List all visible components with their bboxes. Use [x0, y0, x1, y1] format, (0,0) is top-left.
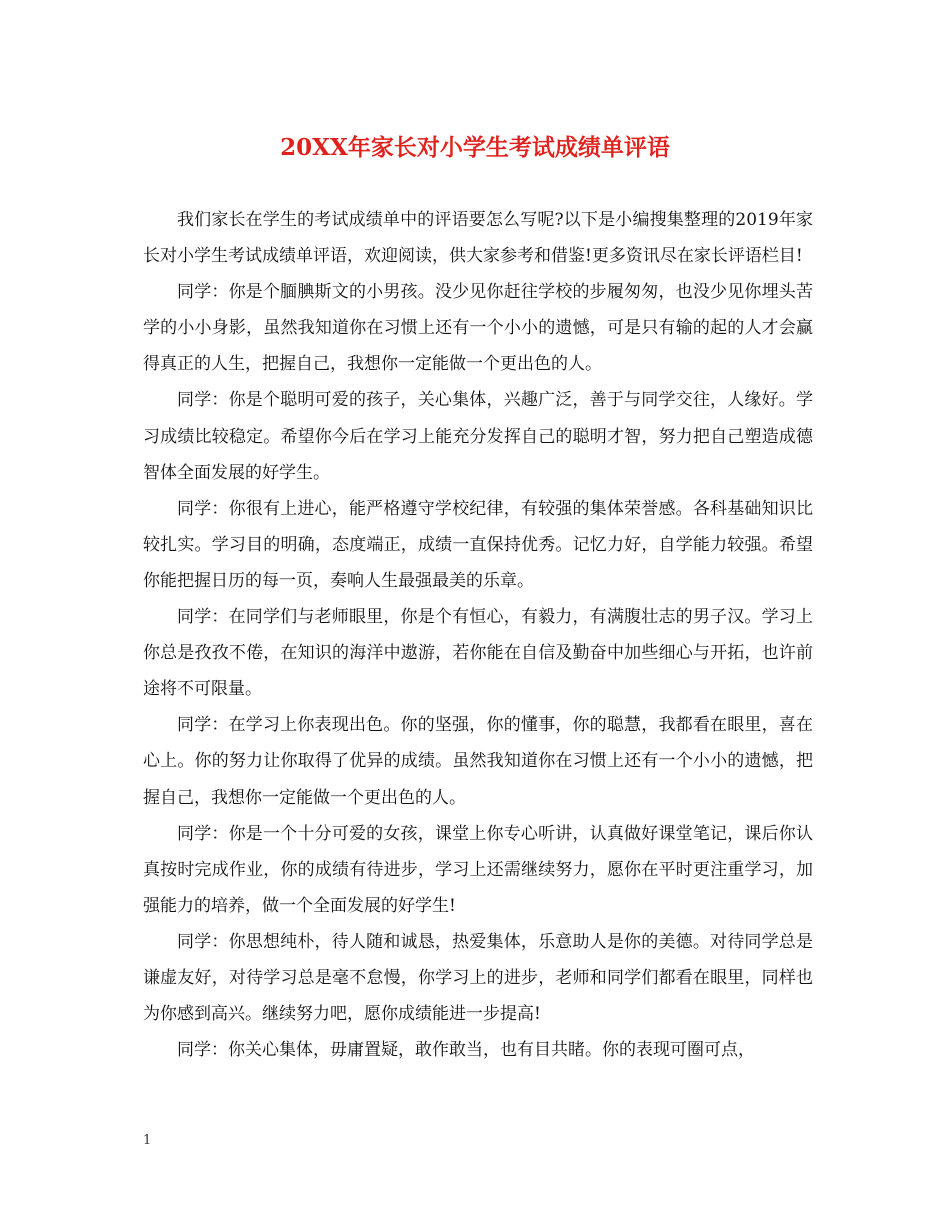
- paragraph-comment-5: 同学：在学习上你表现出色。你的坚强，你的懂事，你的聪慧，我都看在眼里，喜在心上。你的努力让你取得了优异的成绩。虽然我知道你在习惯上还有一个小小的遗憾，把握自己，我想你一定能做一个更出色的人。: [143, 715, 813, 808]
- document-body: [143, 202, 813, 1068]
- paragraph-comment-2: 同学：你是个聪明可爱的孩子，关心集体，兴趣广泛，善于与同学交往，人缘好。学习成绩比较稳定。希望你今后在学习上能充分发挥自己的聪明才智，努力把自己塑造成德智体全面发展的好学生。: [143, 390, 813, 483]
- paragraph-comment-8: 同学：你关心集体，毋庸置疑，敢作敢当，也有目共睹。你的表现可圈可点，: [177, 1040, 755, 1061]
- paragraph-comment-3: 同学：你很有上进心，能严格遵守学校纪律，有较强的集体荣誉感。各科基础知识比较扎实。学习目的明确，态度端正，成绩一直保持优秀。记忆力好，自学能力较强。希望你能把握日历的每一页，奏响人生最强最美的乐章。: [143, 498, 813, 591]
- paragraph-intro: 我们家长在学生的考试成绩单中的评语要怎么写呢?以下是小编搜集整理的2019年家长对小学生考试成绩单评语，欢迎阅读，供大家参考和借鉴!更多资讯尽在家长评语栏目!: [143, 210, 813, 267]
- paragraph-comment-1: 同学：你是个腼腆斯文的小男孩。没少见你赶往学校的步履匆匆，也没少见你埋头苦学的小小身影，虽然我知道你在习惯上还有一个小小的遗憾，可是只有输的起的人才会赢得真正的人生，把握自己，我想你一定能做一个更出色的人。: [143, 282, 813, 375]
- paragraph-comment-4: 同学：在同学们与老师眼里，你是个有恒心，有毅力，有满腹壮志的男子汉。学习上你总是孜孜不倦，在知识的海洋中遨游，若你能在自信及勤奋中加些细心与开拓，也许前途将不可限量。: [143, 607, 813, 700]
- page-number: 1: [143, 1133, 152, 1148]
- document-title: 20XX年家长对小学生考试成绩单评语: [280, 134, 670, 161]
- paragraph-comment-7: 同学：你思想纯朴，待人随和诚恳，热爱集体，乐意助人是你的美德。对待同学总是谦虚友好，对待学习总是毫不怠慢，你学习上的进步，老师和同学们都看在眼里，同样也为你感到高兴。继续努力吧，愿你成绩能进一步提高!: [143, 931, 813, 1025]
- paragraph-comment-6: 同学：你是一个十分可爱的女孩，课堂上你专心听讲，认真做好课堂笔记，课后你认真按时完成作业，你的成绩有待进步，学习上还需继续努力，愿你在平时更注重学习，加强能力的培养，做一个全面发展的好学生!: [143, 823, 813, 916]
